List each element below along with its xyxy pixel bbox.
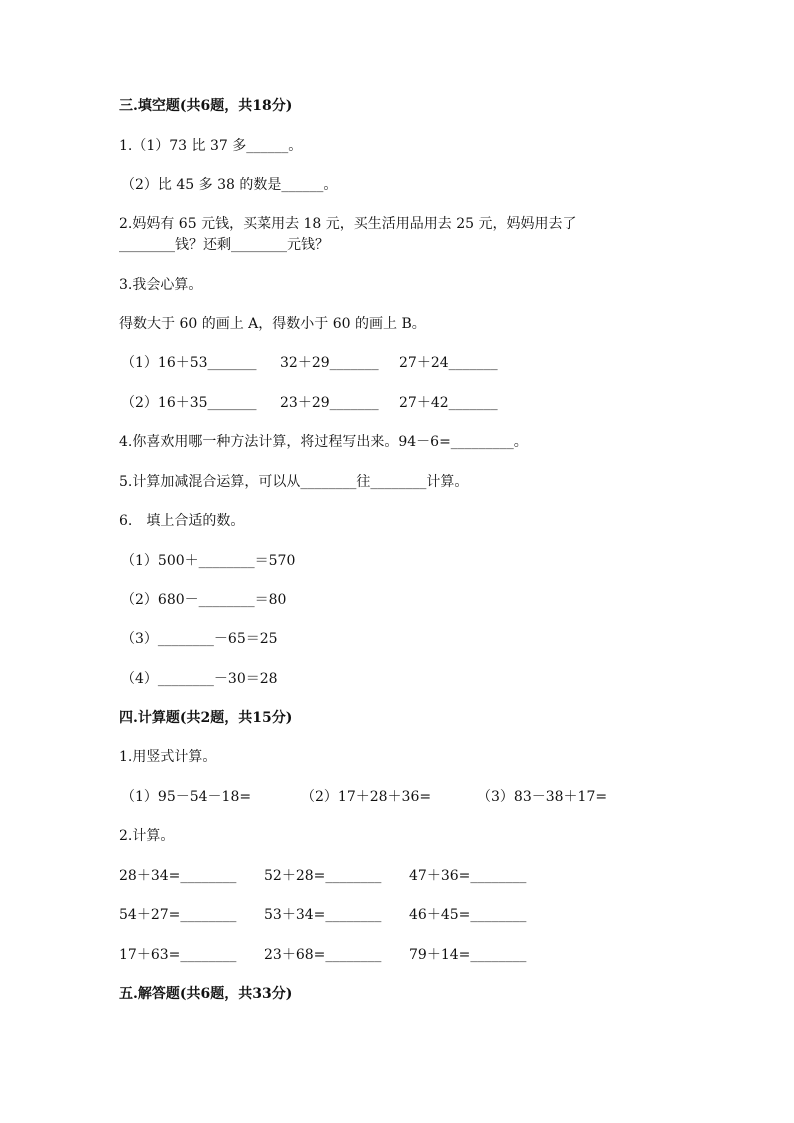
q3-row1-item-1: （1）16＋53_______ <box>121 355 257 371</box>
calc-row-2 <box>0 905 794 925</box>
calc-item: 79＋14=________ <box>409 947 527 963</box>
question-3-instruction: 得数大于 60 的画上 A，得数小于 60 的画上 B。 <box>119 316 426 332</box>
calc-item: 52＋28=________ <box>264 868 382 884</box>
question-1a: 1.（1）73 比 37 多______。 <box>119 138 303 154</box>
calc-item: 47＋36=________ <box>409 868 527 884</box>
question-6: 6. 填上合适的数。 <box>119 513 245 529</box>
q3-row2-item-1: （2）16＋35_______ <box>121 395 257 411</box>
question-4: 4.你喜欢用哪一种方法计算，将过程写出来。94－6=_________。 <box>119 434 528 450</box>
question-3-row-1 <box>0 353 794 373</box>
vertical-calc-item-1: （1）95－54－18= <box>121 789 252 805</box>
question-6-item-3: （3）________－65＝25 <box>121 631 278 647</box>
section-3-title: 三.填空题(共6题，共18分) <box>119 98 293 114</box>
calc-item: 17＋63=________ <box>119 947 237 963</box>
section-4-question-1-items <box>0 787 794 807</box>
q3-row1-item-2: 32＋29_______ <box>280 355 379 371</box>
q3-row1-item-3: 27＋24_______ <box>399 355 498 371</box>
calc-item: 28＋34=________ <box>119 868 237 884</box>
calc-item: 54＋27=________ <box>119 907 237 923</box>
question-6-item-2: （2）680－________＝80 <box>121 592 287 608</box>
question-3: 3.我会心算。 <box>119 277 203 293</box>
q3-row2-item-2: 23＋29_______ <box>280 395 379 411</box>
calc-row-1 <box>0 866 794 886</box>
calc-item: 53＋34=________ <box>264 907 382 923</box>
question-2b: ________钱？还剩________元钱？ <box>119 237 329 253</box>
question-1b: （2）比 45 多 38 的数是______。 <box>121 177 338 193</box>
calc-item: 23＋68=________ <box>264 947 382 963</box>
calc-item: 46＋45=________ <box>409 907 527 923</box>
calc-row-3 <box>0 945 794 965</box>
q3-row2-item-3: 27＋42_______ <box>399 395 498 411</box>
vertical-calc-item-2: （2）17＋28＋36= <box>301 789 432 805</box>
question-6-item-4: （4）________－30＝28 <box>121 671 278 687</box>
section-4-title: 四.计算题(共2题，共15分) <box>119 710 293 726</box>
question-3-row-2 <box>0 393 794 413</box>
question-5: 5.计算加减混合运算，可以从________往________计算。 <box>119 474 469 490</box>
question-6-item-1: （1）500＋________＝570 <box>121 553 296 569</box>
vertical-calc-item-3: （3）83－38＋17= <box>477 789 608 805</box>
section-5-title: 五.解答题(共6题，共33分) <box>119 986 293 1002</box>
question-2a: 2.妈妈有 65 元钱，买菜用去 18 元，买生活用品用去 25 元，妈妈用去了 <box>119 216 577 232</box>
section-4-question-1: 1.用竖式计算。 <box>119 749 217 765</box>
section-4-question-2: 2.计算。 <box>119 828 175 844</box>
